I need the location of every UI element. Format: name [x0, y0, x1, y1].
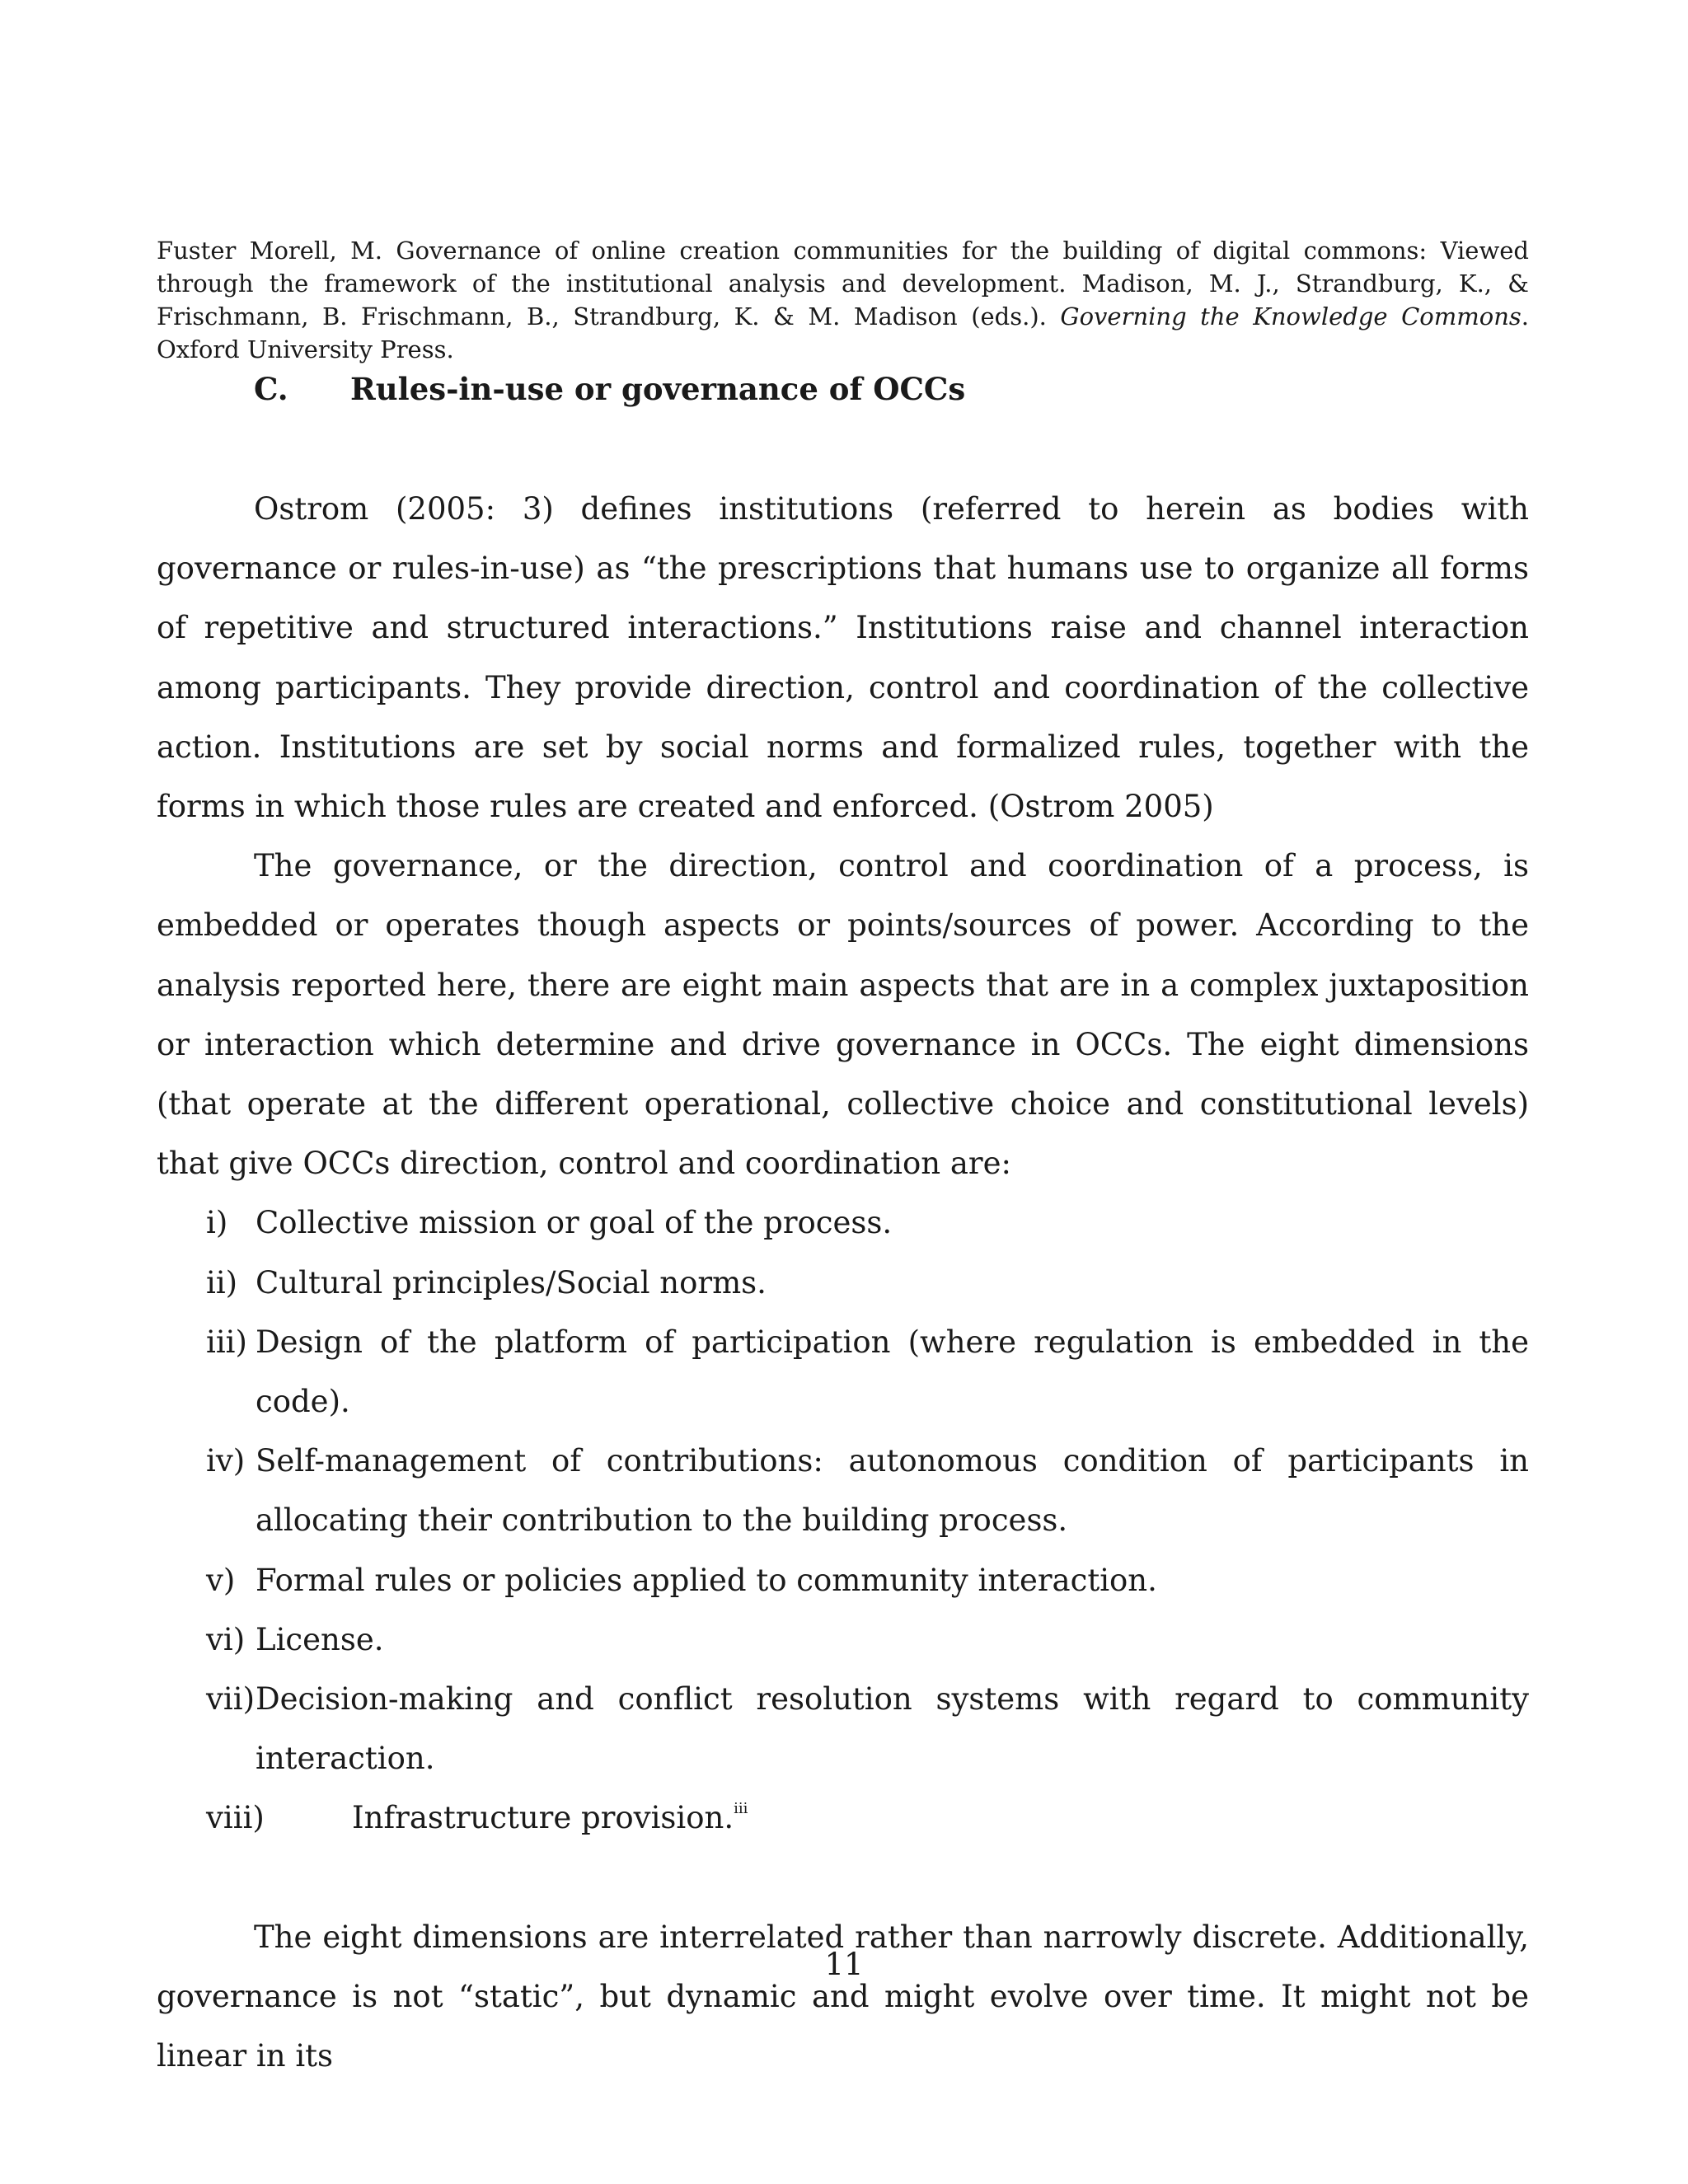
list-item — [157, 1788, 1529, 1848]
list-item — [157, 1193, 1529, 1253]
paragraph-institutions: Ostrom (2005: 3) defines institutions (referred to herein as bodies with governance or rules-in-use) as “the prescriptions that humans use to organize all forms of repetitive and structured interactions.” Institutions raise and channel interaction among participants. They provide direction, control and coordination of the collective action. Institutions are set by social norms and formalized rules, together with the forms in which those rules are created and enforced. (Ostrom 2005) — [157, 491, 1529, 825]
list-item-text: Infrastructure provision. — [352, 1800, 734, 1836]
list-item-number: vii) — [206, 1681, 256, 1718]
list-item-number: ii) — [206, 1264, 238, 1301]
paragraph-spacer — [157, 1849, 1529, 1908]
list-item — [157, 1254, 1529, 1313]
list-item-text: Decision-making and conflict resolution systems with regard to community interaction. — [256, 1681, 1529, 1777]
section-heading — [254, 366, 965, 412]
endnote-marker[interactable]: iii — [734, 1800, 748, 1818]
list-item — [157, 1551, 1529, 1610]
list-item-number: vi) — [206, 1621, 246, 1657]
paragraph-governance: The governance, or the direction, control and coordination of a process, is embedded or operates though aspects or points/sources of power. According to the analysis reported here, there are eight main aspects that are in a complex juxtaposition or interaction which determine and drive governance in OCCs. The eight dimensions (that operate at the different operational, collective choice and constitutional levels) that give OCCs direction, control and coordination are: — [157, 848, 1529, 1182]
page-number: 11 — [824, 1947, 864, 1982]
list-item-number: iv) — [206, 1443, 246, 1479]
reference-citation — [157, 234, 1529, 366]
list-item-number: iii) — [206, 1324, 247, 1360]
list-item — [157, 1432, 1529, 1550]
body-text — [157, 480, 1529, 2086]
list-item-number: v) — [206, 1562, 236, 1598]
paragraph-dimensions: The eight dimensions are interrelated rather than narrowly discrete. Additionally, governance is not “static”, but dynamic and might evolve over time. It might not be linear in its — [157, 1919, 1529, 2074]
section-title: Rules-in-use or governance of OCCs — [350, 371, 966, 407]
section-letter: C. — [254, 371, 288, 407]
citation-publisher: . Oxford University Press. — [157, 302, 1529, 363]
dimensions-list — [157, 1193, 1529, 1848]
list-item — [157, 1313, 1529, 1432]
list-item-number: viii) — [206, 1800, 265, 1836]
list-item-text: Collective mission or goal of the process. — [256, 1205, 893, 1241]
list-item — [157, 1610, 1529, 1670]
list-item-text: Formal rules or policies applied to community interaction. — [256, 1562, 1157, 1598]
list-item-text: License. — [256, 1621, 384, 1657]
list-item-text: Self-management of contributions: autonomous condition of participants in allocating their contribution to the building process. — [256, 1443, 1529, 1539]
list-item-text: Design of the platform of participation (where regulation is embedded in the code). — [256, 1324, 1529, 1420]
citation-book-title: Governing the Knowledge Commons — [1060, 302, 1522, 330]
list-item-text: Cultural principles/Social norms. — [256, 1264, 767, 1301]
list-item-number: i) — [206, 1205, 228, 1241]
list-item — [157, 1670, 1529, 1788]
citation-text: Fuster Morell, M. Governance of online creation communities for the building of digital commons: Viewed through the framework of the institutional analysis and development. Madison, M. J., Strandburg, K., & Frischmann, B. Frischmann, B., Strandburg, K. & M. Madison (eds.). — [157, 237, 1529, 330]
